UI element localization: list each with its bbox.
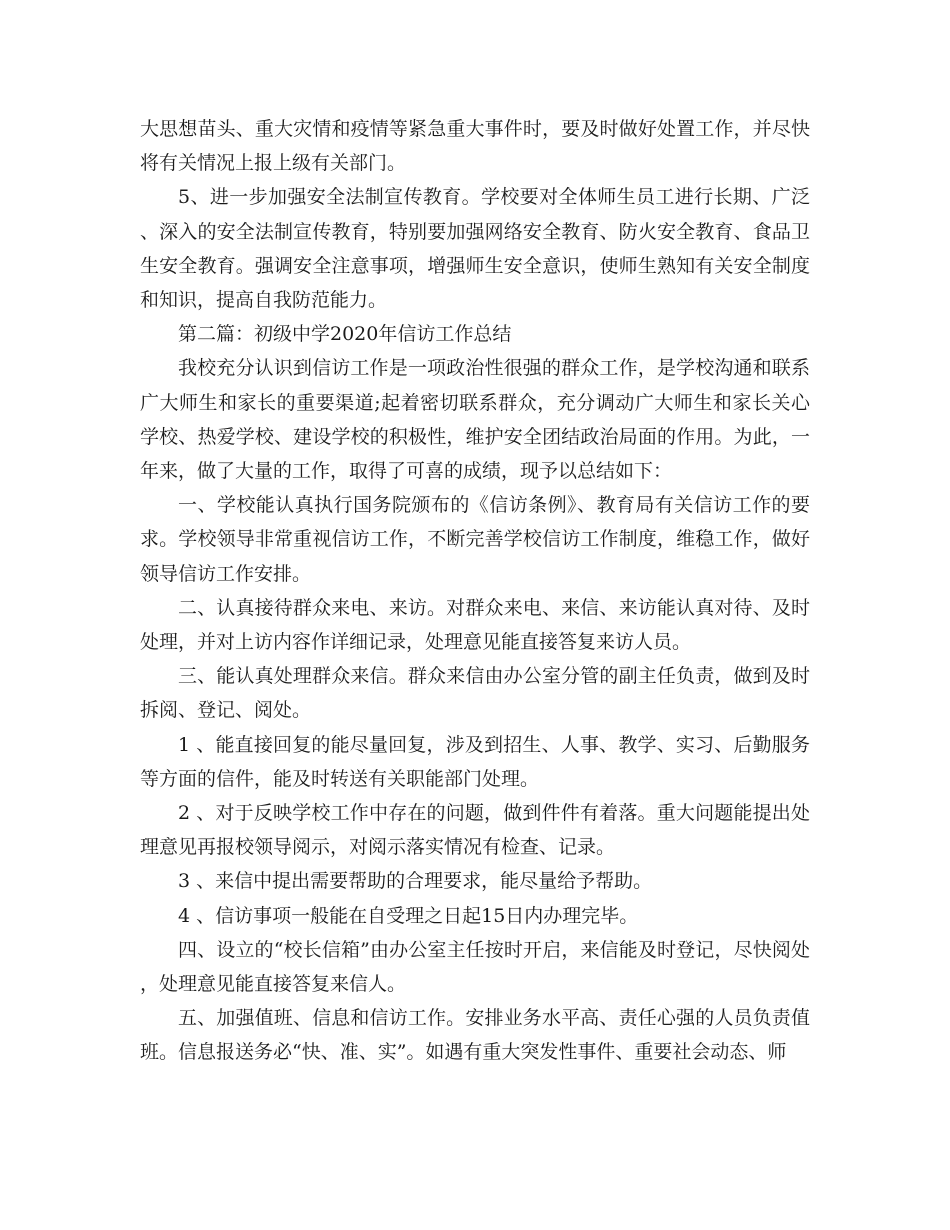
paragraph-13: 五、加强值班、信息和信访工作。安排业务水平高、责任心强的人员负责值班。信息报送务必“快、准、实”。如遇有重大突发性事件、重要社会动态、师	[140, 1007, 810, 1064]
paragraph-7: 三、能认真处理群众来信。群众来信由办公室分管的副主任负责，做到及时拆阅、登记、阅处。	[140, 665, 810, 722]
paragraph-6: 二、认真接待群众来电、来访。对群众来电、来信、来访能认真对待、及时处理，并对上访内容作详细记录，处理意见能直接答复来访人员。	[140, 596, 810, 654]
list-item-2: 2 、对于反映学校工作中存在的问题，做到件件有着落。重大问题能提出处理意见再报校领导阅示，对阅示落实情况有检查、记录。	[140, 802, 810, 859]
paragraph-4: 我校充分认识到信访工作是一项政治性很强的群众工作，是学校沟通和联系广大师生和家长的重要渠道;起着密切联系群众，充分调动广大师生和家长关心学校、热爱学校、建设学校的积极性，维护安全团结政治局面的作用。为此，一年来，做了大量的工作，取得了可喜的成绩，现予以总结如下：	[140, 357, 810, 483]
paragraph-2: 5、进一步加强安全法制宣传教育。学校要对全体师生员工进行长期、广泛、深入的安全法制宣传教育，特别要加强网络安全教育、防火安全教育、食品卫生安全教育。强调安全注意事项，增强师生安全意识，使师生熟知有关安全制度和知识，提高自我防范能力。	[140, 186, 810, 312]
list-item-1: 1 、能直接回复的能尽量回复，涉及到招生、人事、教学、实习、后勤服务等方面的信件，能及时转送有关职能部门处理。	[140, 733, 810, 790]
paragraph-1: 大思想苗头、重大灾情和疫情等紧急重大事件时，要及时做好处置工作，并尽快将有关情况上报上级有关部门。	[140, 118, 810, 175]
paragraph-12: 四、设立的“校长信箱”由办公室主任按时开启，来信能及时登记，尽快阅处，处理意见能直接答复来信人。	[140, 938, 810, 996]
paragraph-5: 一、学校能认真执行国务院颁布的《信访条例》、教育局有关信访工作的要求。学校领导非常重视信访工作，不断完善学校信访工作制度，维稳工作，做好领导信访工作安排。	[140, 494, 810, 585]
document-body	[140, 112, 810, 1070]
list-item-3: 3 、来信中提出需要帮助的合理要求，能尽量给予帮助。	[178, 870, 653, 893]
section-heading: 第二篇：初级中学2020年信访工作总结	[178, 323, 512, 346]
list-item-4: 4 、信访事项一般能在自受理之日起15日内办理完毕。	[178, 904, 639, 927]
